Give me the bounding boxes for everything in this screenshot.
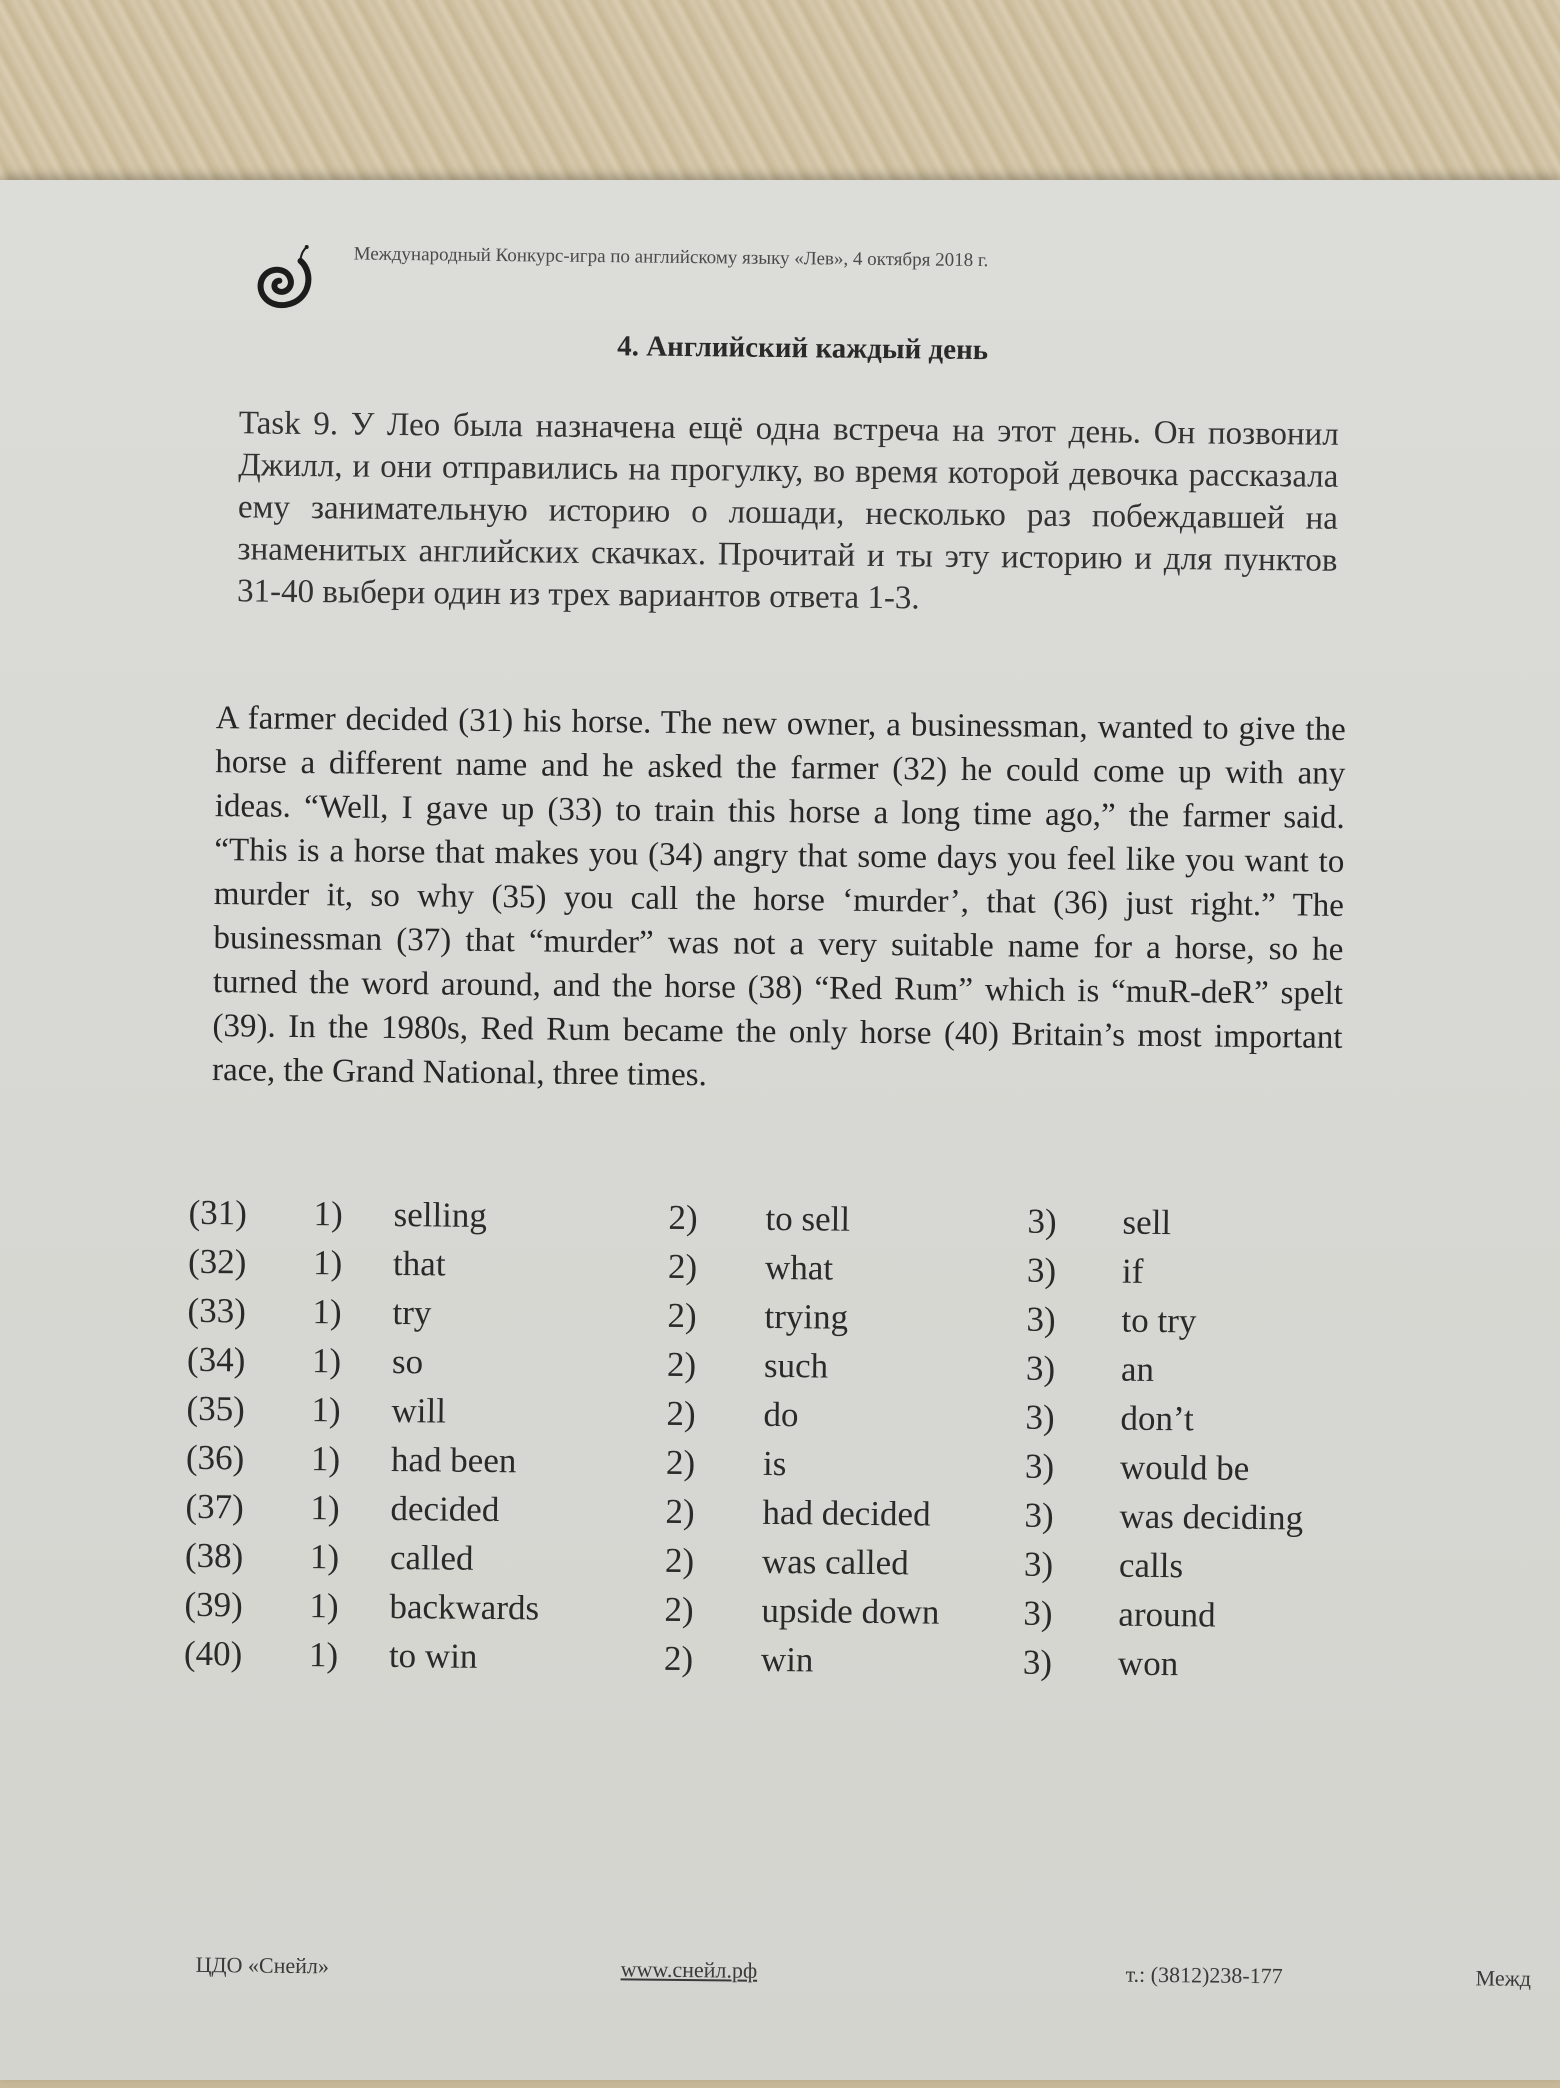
option-3-text: an <box>1120 1349 1155 1389</box>
option-3-number: 3) <box>1027 1201 1057 1241</box>
option-3-text: calls <box>1118 1545 1184 1585</box>
option-2-text: such <box>763 1345 829 1386</box>
option-2-text: upside down <box>761 1590 940 1632</box>
section-title: 4. Английский каждый день <box>617 330 989 367</box>
option-2-number: 2) <box>664 1540 695 1580</box>
option-1-number: 1) <box>312 1242 343 1282</box>
option-2-number: 2) <box>664 1589 694 1629</box>
option-1-number: 1) <box>313 1193 343 1233</box>
question-number: (31) <box>188 1192 248 1232</box>
option-2-number: 2) <box>666 1393 696 1433</box>
option-3-text: if <box>1121 1251 1144 1291</box>
option-1-text: will <box>391 1390 447 1431</box>
option-1-text: selling <box>393 1194 488 1235</box>
option-1-number: 1) <box>311 1389 341 1429</box>
option-1-number: 1) <box>312 1291 342 1331</box>
snail-spiral-icon <box>248 242 321 315</box>
option-1-number: 1) <box>310 1438 341 1478</box>
option-1-number: 1) <box>308 1634 339 1674</box>
option-3-number: 3) <box>1023 1593 1053 1633</box>
option-3-number: 3) <box>1024 1495 1054 1535</box>
option-3-text: to try <box>1121 1300 1197 1340</box>
option-1-text: so <box>391 1341 424 1381</box>
answer-options-table <box>184 1188 1389 1691</box>
option-2-number: 2) <box>665 1442 696 1482</box>
option-3-number: 3) <box>1022 1642 1053 1682</box>
option-1-text: try <box>392 1292 432 1332</box>
footer-organization: ЦДО «Снейл» <box>195 1951 330 1979</box>
footer-website-link[interactable]: www.снейл.рф <box>620 1956 758 1983</box>
paper-content <box>0 172 1560 2088</box>
question-number: (37) <box>185 1486 245 1526</box>
option-2-text: do <box>763 1394 799 1434</box>
option-2-text: trying <box>764 1296 849 1337</box>
option-2-number: 2) <box>666 1344 697 1384</box>
option-1-text: had been <box>390 1439 517 1480</box>
option-2-text: had decided <box>762 1492 931 1534</box>
paper-sheet <box>0 180 1560 2080</box>
option-2-text: win <box>760 1639 814 1679</box>
option-1-number: 1) <box>310 1487 340 1527</box>
option-1-text: decided <box>390 1488 500 1529</box>
option-2-number: 2) <box>663 1638 694 1678</box>
option-1-number: 1) <box>311 1340 342 1380</box>
option-2-number: 2) <box>668 1197 698 1237</box>
footer-phone: т.: (3812)238-177 <box>1125 1961 1283 1989</box>
option-3-text: was deciding <box>1119 1496 1304 1538</box>
option-3-text: won <box>1117 1643 1179 1683</box>
option-2-number: 2) <box>667 1246 698 1286</box>
option-1-text: backwards <box>389 1586 540 1628</box>
option-3-text: around <box>1118 1594 1216 1635</box>
question-number: (33) <box>187 1290 247 1330</box>
question-number: (40) <box>183 1633 243 1673</box>
option-2-text: what <box>764 1247 834 1288</box>
footer-cut-off-text: Межд <box>1475 1965 1532 1991</box>
option-3-number: 3) <box>1023 1544 1054 1584</box>
option-3-text: would be <box>1119 1447 1250 1488</box>
option-1-text: called <box>389 1537 474 1578</box>
option-3-number: 3) <box>1024 1446 1055 1486</box>
option-3-number: 3) <box>1025 1348 1056 1388</box>
question-number: (34) <box>186 1339 246 1379</box>
option-3-text: don’t <box>1120 1398 1194 1438</box>
option-2-text: was called <box>761 1541 909 1582</box>
question-number: (36) <box>185 1437 245 1477</box>
option-1-text: that <box>392 1243 446 1284</box>
option-3-number: 3) <box>1026 1250 1057 1290</box>
task-instructions: Task 9. У Лео была назначена ещё одна встреча на этот день. Он позвонил Джилл, и они отправились на прогулку, во время которой девочка рассказала ему занимательную историю о лошади, несколько раз побеждавшей на знаменитых английских скачках. Прочитай и ты эту историю и для пунктов 31-40 выбери один из трех вариантов ответа 1-3. <box>236 405 1339 617</box>
option-2-number: 2) <box>667 1295 697 1335</box>
option-1-text: to win <box>388 1635 478 1676</box>
question-number: (35) <box>186 1388 246 1428</box>
option-3-number: 3) <box>1026 1299 1056 1339</box>
question-number: (39) <box>184 1584 243 1624</box>
option-2-number: 2) <box>665 1491 695 1531</box>
option-2-text: is <box>762 1443 787 1483</box>
option-3-number: 3) <box>1025 1397 1055 1437</box>
story-paragraph: A farmer decided (31) his horse. The new owner, a businessman, wanted to give the horse a different name and he asked the farmer (32) he could come up with any ideas. “Well, I gave up (33) to train this horse a long time ago,” the farmer said. “This is a horse that makes you (34) angry that some days you feel like you want to murder it, so why (35) you call the horse ‘murder’, that (36) just right.” The businessman (37) that “murder” was not a very suitable name for a horse, so he turned the word around, and the horse (38) “Red Rum” which is “muR-deR” spelt (39). In the 1980s, Red Rum became the only horse (40) Britain’s most important race, the Grand National, three times. <box>211 700 1346 1094</box>
question-number: (38) <box>184 1535 244 1575</box>
option-3-text: sell <box>1122 1202 1172 1242</box>
option-2-text: to sell <box>765 1198 851 1239</box>
question-number: (32) <box>187 1241 247 1281</box>
contest-header: Международный Конкурс-игра по английскому языку «Лев», 4 октября 2018 г. <box>353 243 989 272</box>
option-1-number: 1) <box>309 1585 339 1625</box>
option-1-number: 1) <box>309 1536 340 1576</box>
